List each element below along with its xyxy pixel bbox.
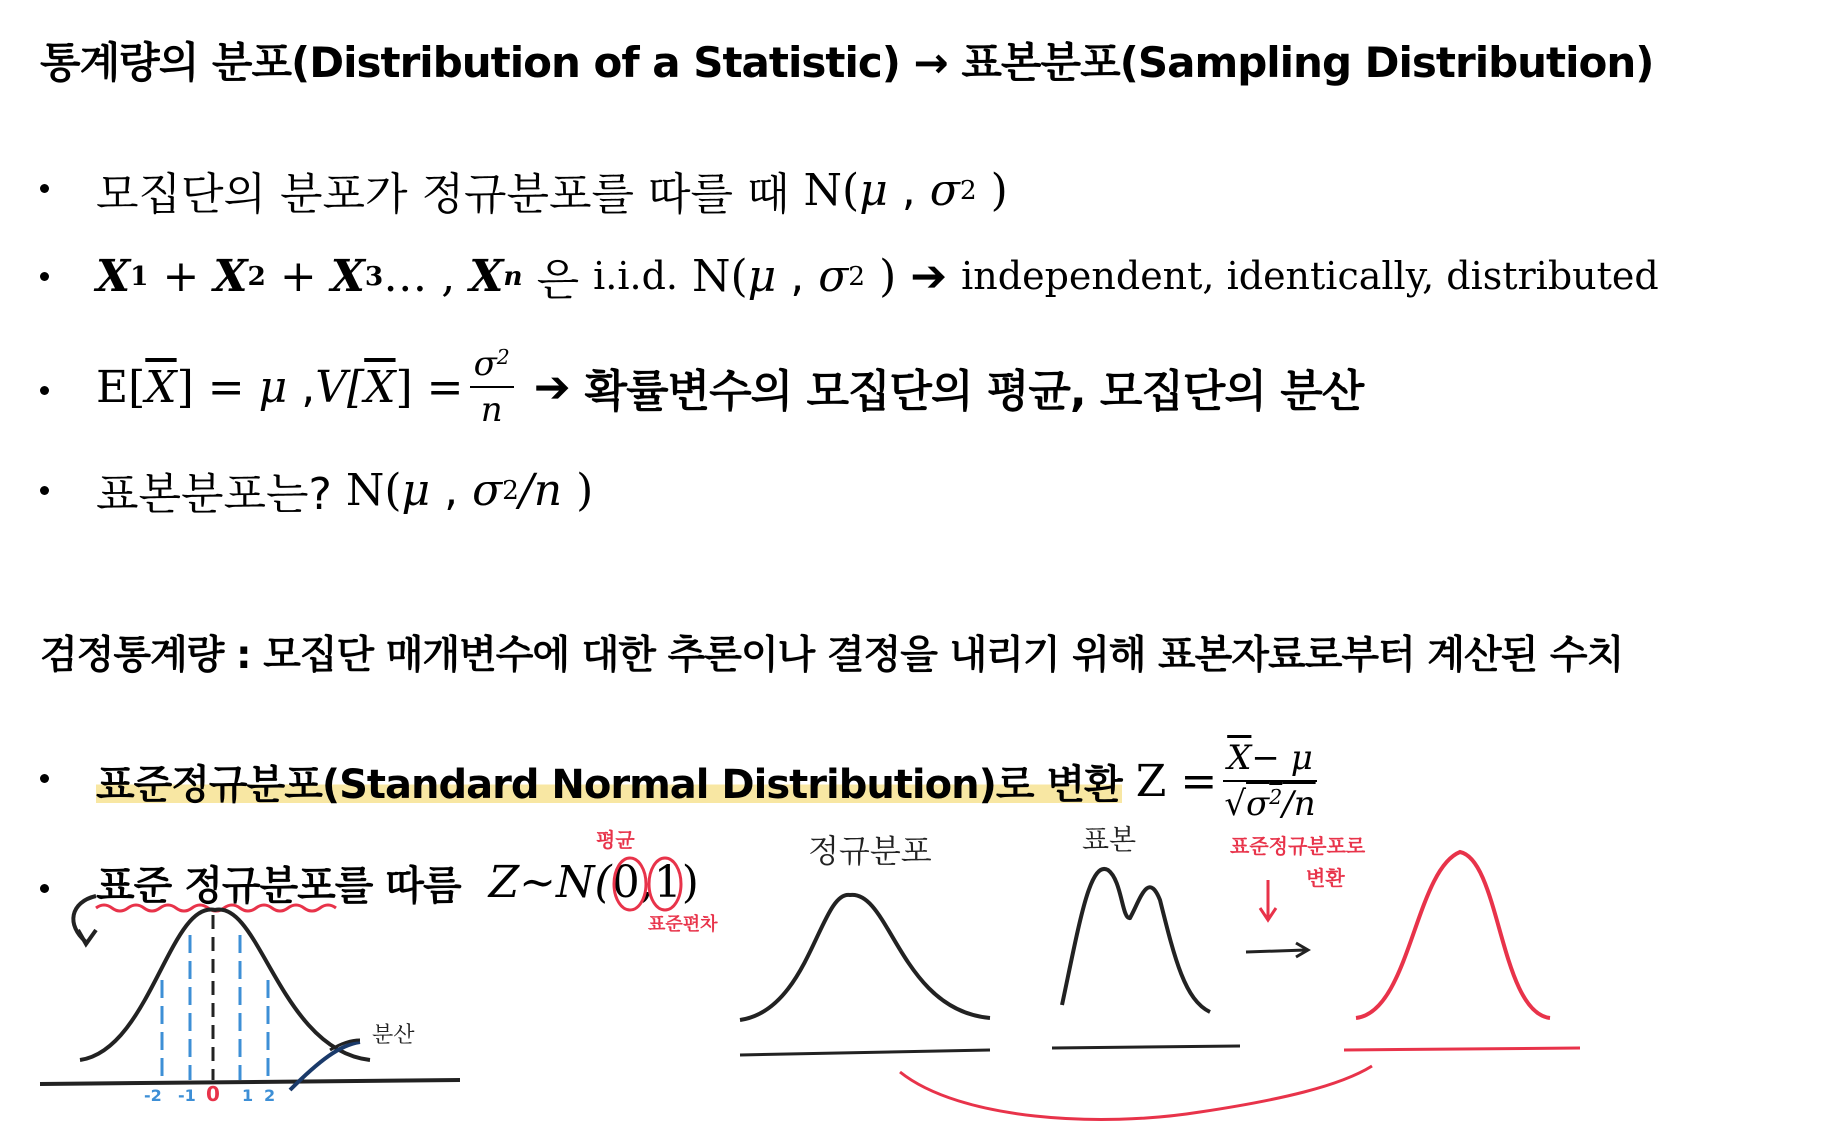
math-sigma: σ [818, 250, 849, 302]
convert-label-top: 표준정규분포로 [1230, 834, 1366, 858]
math-e: E[ [96, 361, 146, 413]
math-n: N( [692, 250, 748, 302]
axis-line-left [40, 1080, 460, 1084]
bullet-text: 은 [536, 255, 580, 306]
bullet-expectation-variance: E[ $\overline{X}$ ] = μ , V[ $\overline{X}$ ] = $\frac{\sigma^2}{n}$ ➔ 확률변수의 모집단의 평균, 모집단의 분산 [96, 344, 1364, 430]
bullet-text: 모집단의 분포가 정규분포를 따를 때 [96, 169, 790, 220]
math-squared: 2 [848, 260, 866, 292]
axis-tick-label: -1 [178, 1086, 196, 1105]
fraction-z-score: $\frac{\overline{X}- \mu}{√\sigma^2/n}$ [1224, 738, 1316, 824]
math-plus: + [279, 250, 317, 302]
math-close-paren: ) [681, 857, 699, 908]
math-x: X [213, 250, 248, 302]
math-mu: μ [747, 250, 777, 302]
math-sub-n: n [503, 260, 523, 292]
bullet-text: 표준 정규분포를 따름 [96, 863, 461, 909]
math-eq: ] = [395, 361, 464, 413]
fraction-sigma-sq-over-n: $\frac{\sigma^2}{n}$ [470, 344, 514, 430]
math-squared: 2 [959, 174, 977, 206]
bullet-population-normal: 모집단의 분포가 정규분포를 따를 때 N( μ , σ 2 ) [96, 158, 1008, 222]
math-x: X [96, 250, 131, 302]
red-circle-one [649, 858, 681, 910]
axis-line-standard [1344, 1048, 1580, 1050]
math-sigma: σ [929, 164, 960, 216]
variance-label: 분산 [372, 1023, 415, 1048]
math-over-n: /n [518, 464, 563, 516]
arrow-icon: ➔ [533, 361, 571, 413]
iid-text: i.i.d. [593, 254, 678, 298]
math-x-bar: $\overline{X}$ [364, 361, 396, 413]
page-title: 통계량의 분포(Distribution of a Statistic) → 표본분포(Sampling Distribution) [40, 38, 1654, 87]
arrow-icon: ➔ [910, 250, 948, 302]
axis-line-middle [740, 1050, 990, 1055]
math-dots: … , [383, 250, 456, 302]
standard-normal-curve [1356, 852, 1550, 1018]
math-mu: μ [258, 361, 288, 413]
math-z-dist: Z~N( [488, 857, 612, 908]
sample-curve [1062, 869, 1210, 1012]
iid-description: independent, identically, distributed [961, 254, 1659, 298]
normal-dist-label: 정규분포 [808, 832, 932, 870]
red-bracket [900, 1066, 1372, 1119]
math-squared: 2 [502, 474, 519, 506]
red-circle-zero [611, 857, 646, 910]
math-sub-1: 1 [130, 260, 149, 292]
normal-curve-middle [740, 895, 990, 1020]
math-plus: + [162, 250, 200, 302]
math-x-bar: $\overline{X}$ [145, 361, 177, 413]
std-dev-label: 표준편차 [648, 914, 718, 935]
math-close-paren: ) [576, 464, 594, 516]
math-close-paren: ) [879, 250, 897, 302]
math-sub-3: 3 [364, 260, 384, 292]
math-eq: = [1180, 755, 1218, 807]
bullet-text: 표본분포는? [96, 469, 332, 520]
bullet-text: 확률변수의 모집단의 평균, 모집단의 분산 [584, 366, 1364, 417]
math-sub-2: 2 [247, 260, 266, 292]
math-n: N( [803, 164, 860, 216]
mean-label: 평균 [596, 828, 635, 852]
math-n: N( [345, 464, 402, 516]
bullet-iid: X 1 + X 2 + X 3 … , X n 은 i.i.d. N( μ , σ 2 ) ➔ independent, identically, distributed [96, 244, 1659, 308]
axis-tick-label: 2 [264, 1086, 276, 1105]
math-x: X [330, 250, 365, 302]
axis-line-sample [1052, 1046, 1240, 1048]
math-comma: , [639, 857, 654, 908]
axis-tick-label: -2 [144, 1086, 162, 1105]
math-one: 1 [653, 857, 682, 908]
axis-tick-label: 0 [206, 1082, 220, 1106]
math-close-paren: ) [990, 164, 1008, 216]
highlighted-text: 표준정규분포(Standard Normal Distribution)로 변환 [96, 753, 1122, 810]
bullet-sampling-distribution: 표본분포는? N( μ , σ 2 /n ) [96, 458, 593, 522]
math-mu: μ [859, 164, 888, 216]
math-z: Z [1135, 755, 1167, 807]
math-eq: ] = [176, 361, 245, 413]
normal-curve-left [80, 910, 370, 1060]
section-heading-test-statistic: 검정통계량 : 모집단 매개변수에 대한 추론이나 결정을 내리기 위해 표본자료로부터 계산된 수치 [40, 633, 1624, 678]
math-x: X [469, 250, 504, 302]
sample-label: 표본 [1082, 823, 1137, 856]
math-zero: 0 [611, 857, 640, 908]
math-mu: μ [401, 464, 431, 516]
axis-tick-label: 1 [242, 1086, 254, 1105]
math-v: V[ [315, 361, 365, 413]
convert-label-bottom: 변환 [1306, 866, 1345, 890]
math-sigma: σ [472, 464, 503, 516]
